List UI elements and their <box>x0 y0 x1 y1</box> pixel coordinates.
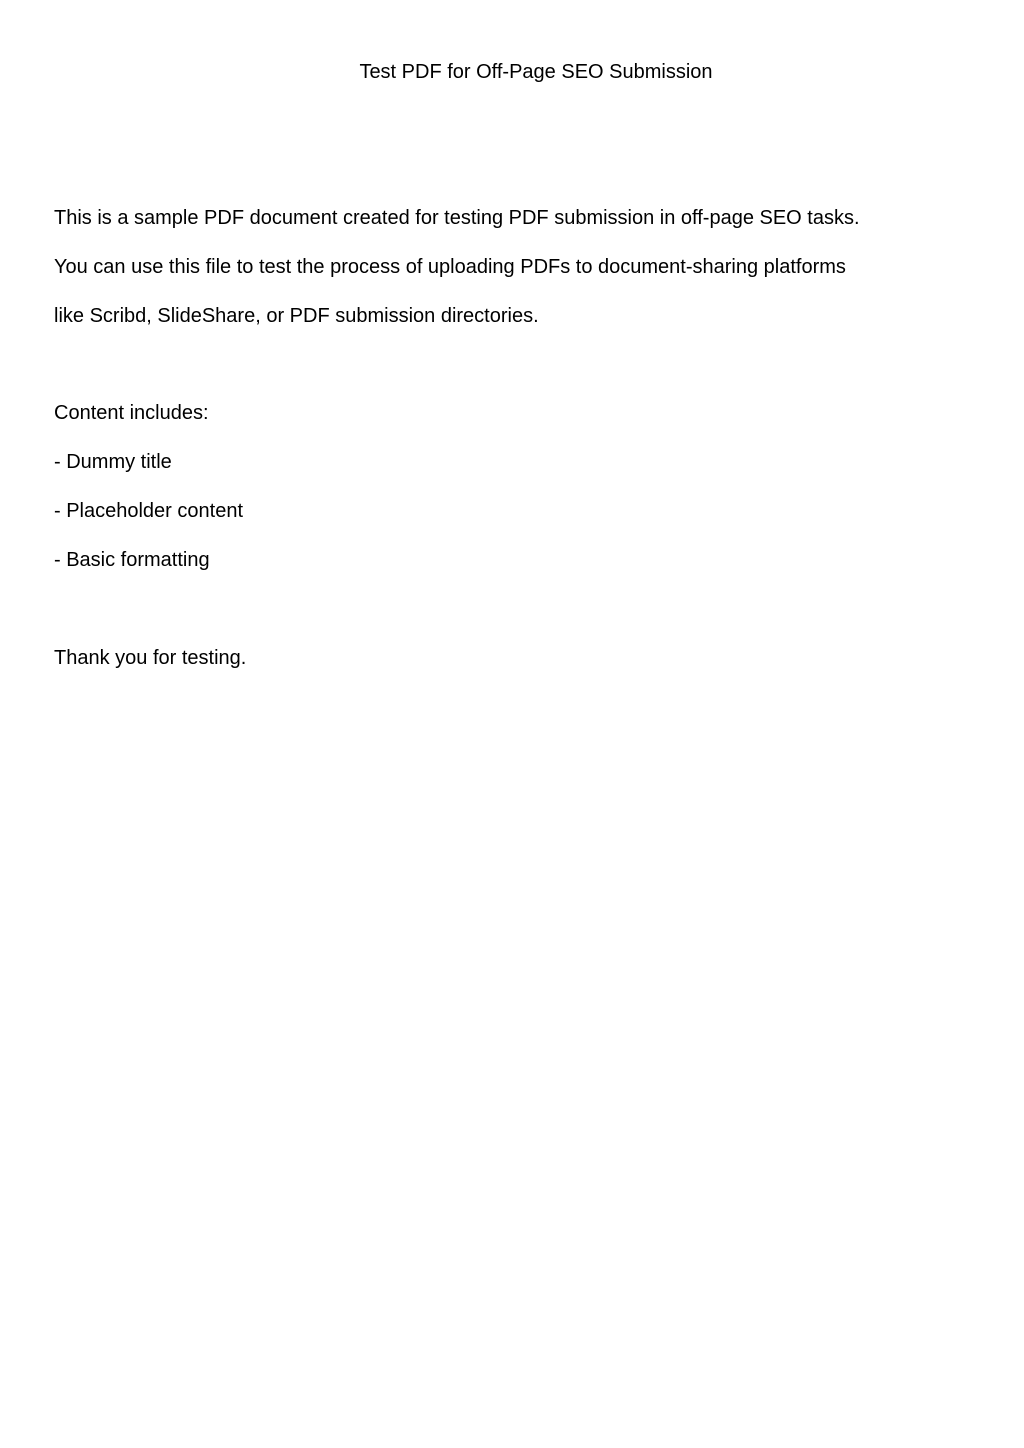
content-heading: Content includes: <box>54 402 209 424</box>
intro-line-3: like Scribd, SlideShare, or PDF submission directories. <box>54 305 539 327</box>
list-item: - Basic formatting <box>54 549 210 571</box>
intro-line-1: This is a sample PDF document created for testing PDF submission in off-page SEO tasks. <box>54 207 860 229</box>
list-item: - Placeholder content <box>54 500 244 522</box>
closing-line: Thank you for testing. <box>54 647 247 669</box>
list-item: - Dummy title <box>54 451 172 473</box>
document-title: Test PDF for Off-Page SEO Submission <box>359 61 713 83</box>
intro-line-2: You can use this file to test the process of uploading PDFs to document-sharing platforms <box>54 256 846 278</box>
